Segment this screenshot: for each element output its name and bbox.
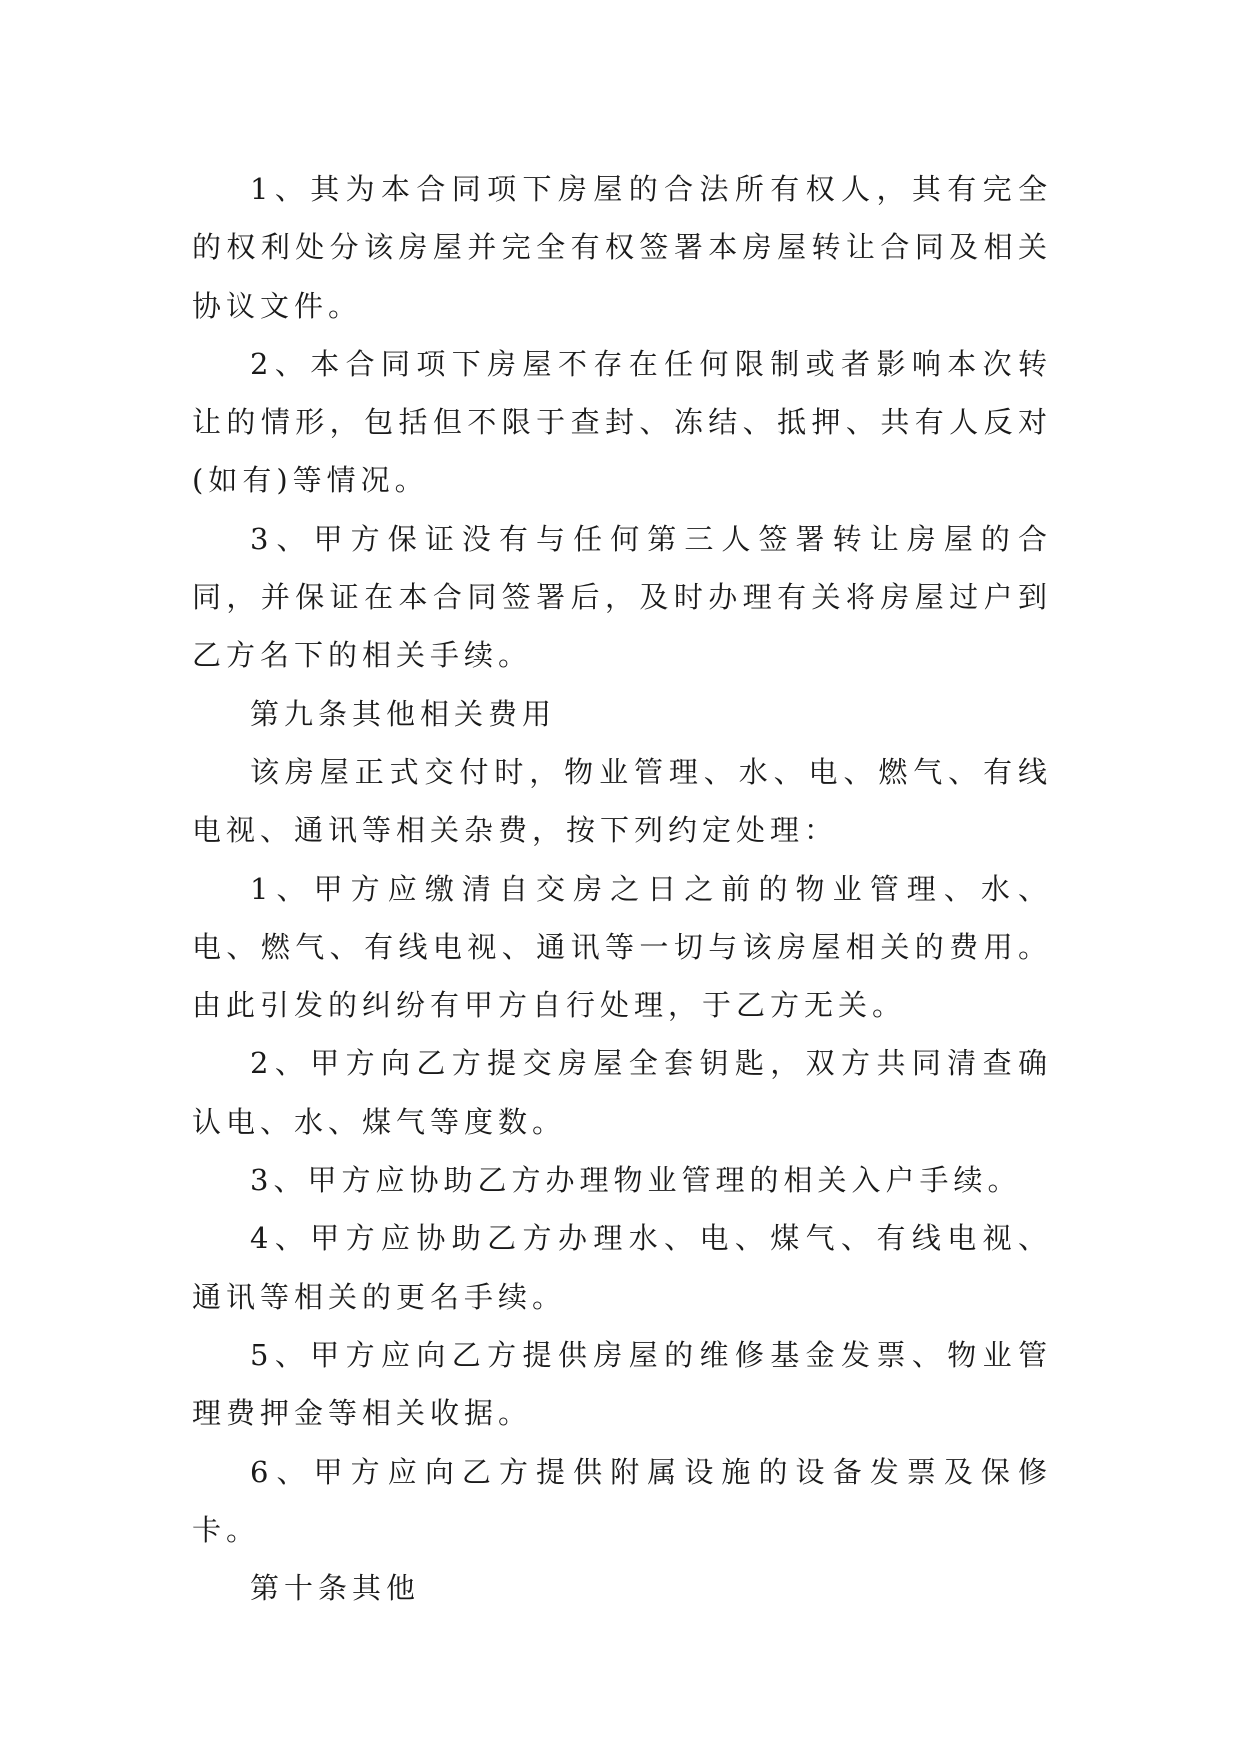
clause-9-heading: 第九条其他相关费用: [250, 696, 557, 731]
clause-9-item-2: 2、甲方向乙方提交房屋全套钥匙，双方共同清查确认电、水、煤气等度数。: [192, 1046, 1052, 1139]
clause-9-item-6: 6、甲方应向乙方提供附属设施的设备发票及保修卡。: [192, 1454, 1052, 1547]
clause-9-item-3: 3、甲方应协助乙方办理物业管理的相关入户手续。: [250, 1163, 1022, 1198]
clause-8-item-1: 1、其为本合同项下房屋的合法所有权人，其有完全的权利处分该房屋并完全有权签署本房屋转让合同及相关协议文件。: [192, 172, 1052, 323]
clause-8-item-3: 3、甲方保证没有与任何第三人签署转让房屋的合同，并保证在本合同签署后，及时办理有关将房屋过户到乙方名下的相关手续。: [192, 521, 1052, 673]
clause-9-item-4: 4、甲方应协助乙方办理水、电、煤气、有线电视、通讯等相关的更名手续。: [192, 1221, 1052, 1314]
clause-9-item-5: 5、甲方应向乙方提供房屋的维修基金发票、物业管理费押金等相关收据。: [192, 1337, 1052, 1431]
clause-10-heading: 第十条其他: [250, 1571, 421, 1606]
document-page: [192, 160, 1052, 1617]
clause-9-item-1: 1、甲方应缴清自交房之日之前的物业管理、水、电、燃气、有线电视、通讯等一切与该房屋相关的费用。由此引发的纠纷有甲方自行处理，于乙方无关。: [192, 871, 1052, 1023]
clause-8-item-2: 2、本合同项下房屋不存在任何限制或者影响本次转让的情形，包括但不限于查封、冻结、抵押、共有人反对(如有)等情况。: [192, 346, 1052, 498]
clause-9-intro: 该房屋正式交付时，物业管理、水、电、燃气、有线电视、通讯等相关杂费，按下列约定处理：: [192, 754, 1052, 848]
